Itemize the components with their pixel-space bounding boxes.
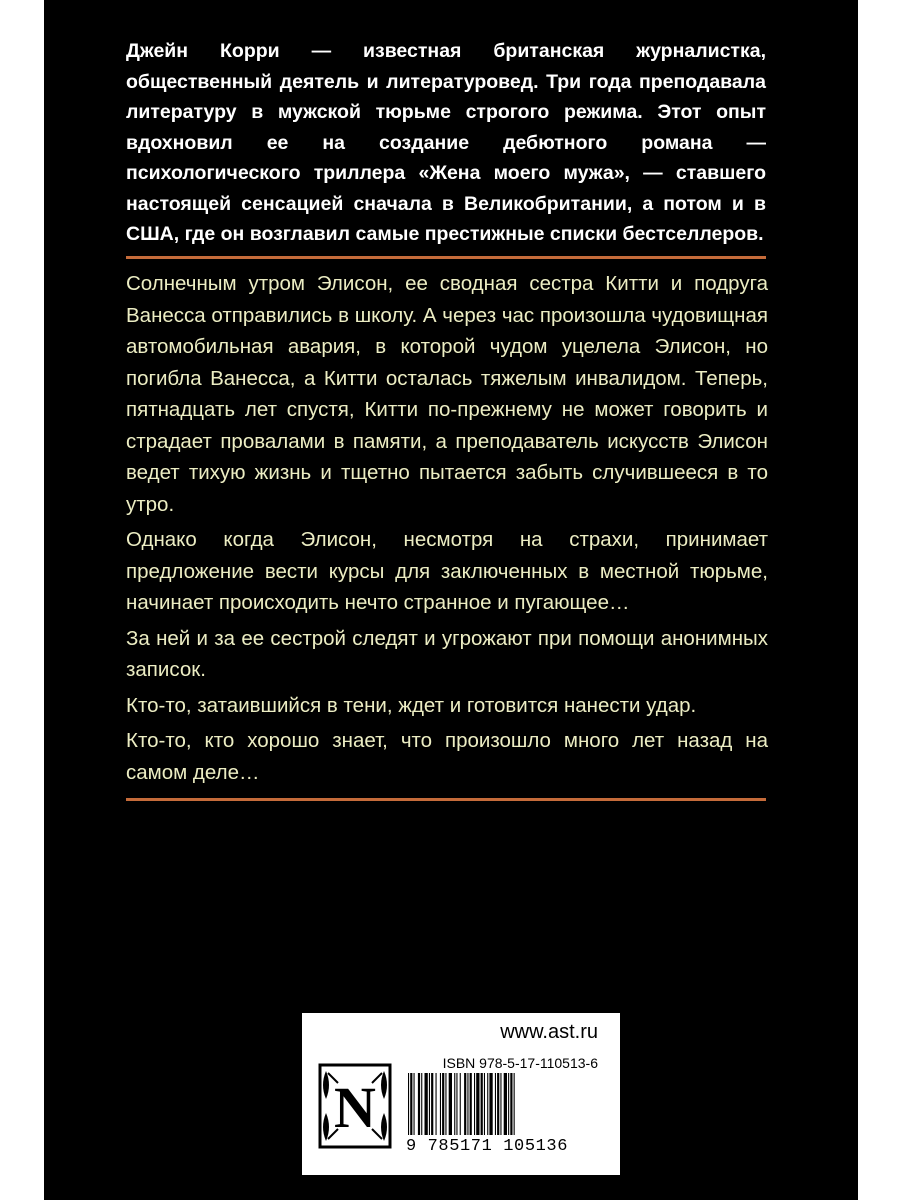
barcode-bar — [481, 1073, 483, 1135]
barcode-bar — [436, 1073, 437, 1135]
barcode-bar — [495, 1073, 496, 1135]
barcode-bar — [489, 1073, 492, 1135]
barcode-digits: 9 785171 105136 — [406, 1137, 569, 1156]
barcode-bar — [429, 1073, 430, 1135]
barcode-bar — [504, 1073, 507, 1135]
barcode-bar — [476, 1073, 479, 1135]
barcode-bar — [487, 1073, 488, 1135]
blurb-paragraph: За ней и за ее сестрой следят и угрожают при помощи анонимных записок. — [126, 626, 768, 681]
blurb-paragraph: Кто-то, кто хорошо знает, что произошло много лет назад на самом деле… — [126, 729, 768, 784]
divider-top — [126, 256, 766, 259]
barcode-bar — [514, 1073, 515, 1135]
barcode-bar — [510, 1073, 512, 1135]
back-cover — [44, 0, 858, 1200]
barcode-bar — [418, 1073, 420, 1135]
publisher-logo-icon — [318, 1063, 392, 1149]
barcode-bar — [454, 1073, 455, 1135]
blurb — [126, 268, 768, 792]
barcode-bar — [456, 1073, 457, 1135]
publisher-logo-letter: N — [334, 1075, 376, 1140]
barcode-bar — [460, 1073, 461, 1135]
divider-bottom — [126, 798, 766, 801]
barcode-bar — [410, 1073, 412, 1135]
barcode-bar — [508, 1073, 509, 1135]
author-bio: Джейн Корри — известная британская журналистка, общественный деятель и литературовед. Три года преподавала литературу в мужской тюрьме строгого режима. Этот опыт вдохновил ее на создание дебютного романа — психологического триллера «Жена моего мужа», — ставшего настоящей сенсацией сначала в Великобритании, а потом и в США, где он возглавил самые престижные списки бестселлеров. — [126, 40, 766, 245]
publisher-info-box — [302, 1013, 620, 1175]
barcode-bar — [470, 1073, 472, 1135]
barcode-bar — [449, 1073, 452, 1135]
blurb-paragraph: Кто-то, затаившийся в тени, ждет и готовится нанести удар. — [126, 693, 697, 717]
barcode-bar — [497, 1073, 499, 1135]
barcode-bar — [484, 1073, 485, 1135]
blurb-paragraph: Солнечным утром Элисон, ее сводная сестра Китти и подруга Ванесса отправились в школу. А через час произошла чудовищная автомобильная авария, в которой чудом уцелела Элисон, но погибла Ванесса, а Китти осталась тяжелым инвалидом. Теперь, пятнадцать лет спустя, Китти по-прежнему не может говорить и страдает провалами в памяти, а преподаватель искусств Элисон ведет тихую жизнь и тщетно пытается забыть случившееся в то утро. — [126, 272, 768, 516]
barcode-bar — [442, 1073, 444, 1135]
barcode-bar — [474, 1073, 475, 1135]
site-url: www.ast.ru — [500, 1021, 598, 1043]
blurb-paragraph: Однако когда Элисон, несмотря на страхи, принимает предложение вести курсы для заключенных в местной тюрьме, начинает происходить нечто странное и пугающее… — [126, 528, 768, 614]
barcode-bar — [425, 1073, 428, 1135]
barcode-bar — [408, 1073, 409, 1135]
barcode-bar — [421, 1073, 422, 1135]
isbn-label: ISBN 978-5-17-110513-6 — [442, 1055, 598, 1071]
barcode-icon — [408, 1073, 600, 1135]
barcode-bar — [414, 1073, 415, 1135]
barcode-bar — [440, 1073, 441, 1135]
barcode-bar — [431, 1073, 433, 1135]
barcode-bar — [500, 1073, 501, 1135]
barcode-bar — [467, 1073, 468, 1135]
barcode-bar — [464, 1073, 466, 1135]
barcode-bar — [445, 1073, 446, 1135]
